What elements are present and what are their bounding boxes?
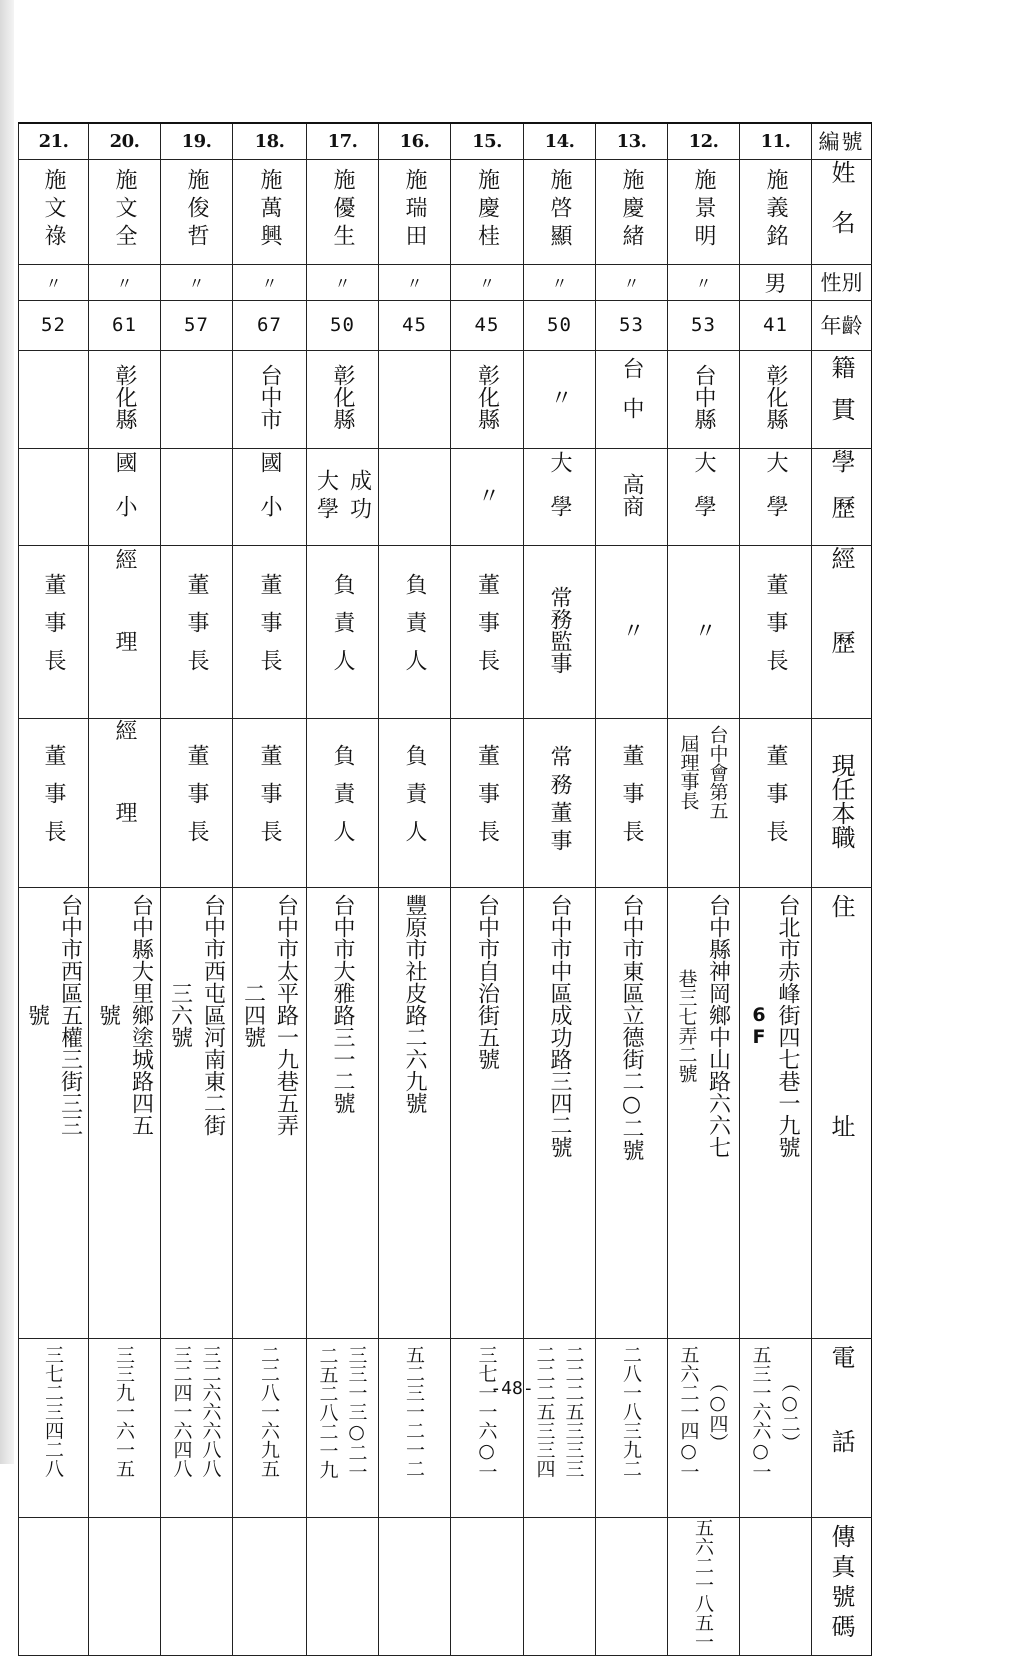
cell-current-position: 負責人 — [307, 718, 379, 887]
cell-current-position: 董事長 — [740, 718, 812, 887]
cell-current-position: 董事長 — [451, 718, 524, 887]
cell-current-position: 董事長 — [596, 718, 668, 887]
cell-current-position: 負責人 — [379, 718, 451, 887]
cell-phone: 五二三一二一二 — [379, 1338, 451, 1517]
cell-address: 台中市自治街五號 — [451, 887, 524, 1338]
cell-phone: 三七二三四二八 — [19, 1338, 89, 1517]
cell-phone: 三七一一六○一 — [451, 1338, 524, 1517]
cell-current-position: 董事長 — [233, 718, 307, 887]
cell-current-position: 董事長 — [161, 718, 233, 887]
cell-number: 17. — [307, 123, 379, 159]
cell-origin: 彰化縣 — [89, 350, 161, 448]
cell-education — [19, 448, 89, 545]
cell-name: 施景明 — [668, 159, 740, 264]
cell-number: 12. — [668, 123, 740, 159]
cell-education — [161, 448, 233, 545]
cell-number: 15. — [451, 123, 524, 159]
cell-experience: 常務監事 — [524, 545, 596, 718]
cell-fax — [233, 1517, 307, 1655]
cell-age: 67 — [233, 300, 307, 350]
header-current-position: 現任本職 — [812, 718, 872, 887]
header-name: 姓名 — [812, 159, 872, 264]
cell-gender: 〃 — [161, 264, 233, 300]
cell-phone: （○二） 五三一六六○一 — [740, 1338, 812, 1517]
row-phone — [19, 1338, 872, 1517]
cell-current-position: 董事長 — [19, 718, 89, 887]
cell-age: 52 — [19, 300, 89, 350]
cell-experience: 經理 — [89, 545, 161, 718]
cell-experience: 負責人 — [379, 545, 451, 718]
cell-fax — [379, 1517, 451, 1655]
cell-gender: 男 — [740, 264, 812, 300]
cell-name: 施慶緒 — [596, 159, 668, 264]
cell-origin: 台中市 — [233, 350, 307, 448]
cell-address: 台中市中區成功路三四二號 — [524, 887, 596, 1338]
cell-origin: 彰化縣 — [451, 350, 524, 448]
page-edge — [0, 0, 14, 1464]
cell-origin — [379, 350, 451, 448]
cell-name: 施慶桂 — [451, 159, 524, 264]
cell-address: 台中縣大里鄉塗城路四五 號 — [89, 887, 161, 1338]
row-age — [19, 300, 872, 350]
cell-experience: 董事長 — [19, 545, 89, 718]
cell-number: 18. — [233, 123, 307, 159]
cell-address: 台中市東區立德街二○二號 — [596, 887, 668, 1338]
cell-age: 53 — [596, 300, 668, 350]
row-number — [19, 123, 872, 159]
cell-gender: 〃 — [668, 264, 740, 300]
cell-gender: 〃 — [379, 264, 451, 300]
cell-gender: 〃 — [89, 264, 161, 300]
cell-age: 50 — [524, 300, 596, 350]
cell-experience: 董事長 — [451, 545, 524, 718]
header-origin: 籍貫 — [812, 350, 872, 448]
cell-education: 〃 — [451, 448, 524, 545]
cell-number: 21. — [19, 123, 89, 159]
cell-age: 53 — [668, 300, 740, 350]
cell-name: 施文全 — [89, 159, 161, 264]
cell-phone: 三三九一六一五 — [89, 1338, 161, 1517]
row-current-position — [19, 718, 872, 887]
cell-address: 台中市大雅路三一二號 — [307, 887, 379, 1338]
cell-age: 50 — [307, 300, 379, 350]
cell-name: 施瑞田 — [379, 159, 451, 264]
cell-origin — [19, 350, 89, 448]
cell-fax — [89, 1517, 161, 1655]
cell-number: 19. — [161, 123, 233, 159]
cell-age: 45 — [379, 300, 451, 350]
cell-address: 台中市太平路一九巷五弄 二四號 — [233, 887, 307, 1338]
cell-phone: 二二二五三三三 二二二五三三四 — [524, 1338, 596, 1517]
cell-origin: 彰化縣 — [307, 350, 379, 448]
cell-education: 成功 大學 — [307, 448, 379, 545]
cell-current-position: 台中會第五 屆理事長 — [668, 718, 740, 887]
cell-origin: 彰化縣 — [740, 350, 812, 448]
cell-phone: 二二八一六九五 — [233, 1338, 307, 1517]
cell-phone: 三二六六六八八 三二四一六四八 — [161, 1338, 233, 1517]
cell-experience: 〃 — [596, 545, 668, 718]
row-address — [19, 887, 872, 1338]
cell-number: 20. — [89, 123, 161, 159]
cell-name: 施優生 — [307, 159, 379, 264]
cell-experience: 〃 — [668, 545, 740, 718]
cell-name: 施俊哲 — [161, 159, 233, 264]
cell-education: 大學 — [524, 448, 596, 545]
page-number: -48- — [490, 1378, 534, 1399]
cell-education: 大學 — [740, 448, 812, 545]
cell-gender: 〃 — [233, 264, 307, 300]
cell-name: 施文祿 — [19, 159, 89, 264]
cell-current-position: 經理 — [89, 718, 161, 887]
member-directory-table — [18, 122, 872, 1656]
header-age: 年齡 — [812, 300, 872, 350]
cell-experience: 負責人 — [307, 545, 379, 718]
row-education — [19, 448, 872, 545]
cell-gender: 〃 — [19, 264, 89, 300]
cell-fax — [596, 1517, 668, 1655]
header-experience: 經歷 — [812, 545, 872, 718]
cell-fax: 五六二一八五一 — [668, 1517, 740, 1655]
cell-address: 台中市西區五權三街三三 號 — [19, 887, 89, 1338]
cell-phone: （○四） 五六二一四○一 — [668, 1338, 740, 1517]
row-fax — [19, 1517, 872, 1655]
cell-address: 台中縣神岡鄉中山路六六七 巷三七弄二號 — [668, 887, 740, 1338]
header-address: 住址 — [812, 887, 872, 1338]
cell-experience: 董事長 — [233, 545, 307, 718]
cell-number: 11. — [740, 123, 812, 159]
cell-origin: 台中 — [596, 350, 668, 448]
cell-name: 施萬興 — [233, 159, 307, 264]
cell-age: 61 — [89, 300, 161, 350]
cell-age: 41 — [740, 300, 812, 350]
cell-fax — [307, 1517, 379, 1655]
cell-fax — [524, 1517, 596, 1655]
cell-fax — [740, 1517, 812, 1655]
cell-gender: 〃 — [451, 264, 524, 300]
cell-address: 台中市西屯區河南東二街 三六號 — [161, 887, 233, 1338]
cell-age: 57 — [161, 300, 233, 350]
cell-number: 14. — [524, 123, 596, 159]
cell-education: 高商 — [596, 448, 668, 545]
cell-number: 16. — [379, 123, 451, 159]
cell-current-position: 常務董事 — [524, 718, 596, 887]
header-number: 編號 — [812, 123, 872, 159]
cell-education: 國小 — [233, 448, 307, 545]
cell-education — [379, 448, 451, 545]
cell-origin — [161, 350, 233, 448]
cell-fax — [451, 1517, 524, 1655]
header-gender: 性別 — [812, 264, 872, 300]
cell-experience: 董事長 — [740, 545, 812, 718]
cell-gender: 〃 — [596, 264, 668, 300]
row-gender — [19, 264, 872, 300]
cell-name: 施啓顯 — [524, 159, 596, 264]
cell-origin: 〃 — [524, 350, 596, 448]
header-education: 學歷 — [812, 448, 872, 545]
cell-education: 國小 — [89, 448, 161, 545]
cell-number: 13. — [596, 123, 668, 159]
cell-phone: 二八一八三九二 — [596, 1338, 668, 1517]
cell-education: 大學 — [668, 448, 740, 545]
cell-origin: 台中縣 — [668, 350, 740, 448]
cell-address: 豐原市社皮路二六九號 — [379, 887, 451, 1338]
header-fax: 傳真號碼 — [812, 1517, 872, 1655]
cell-age: 45 — [451, 300, 524, 350]
cell-address: 台北市赤峰街四七巷一九號 6F — [740, 887, 812, 1338]
cell-phone: 三三一三○二一 二五二八二一九 — [307, 1338, 379, 1517]
header-phone: 電話 — [812, 1338, 872, 1517]
row-name — [19, 159, 872, 264]
row-origin — [19, 350, 872, 448]
cell-fax — [161, 1517, 233, 1655]
row-experience — [19, 545, 872, 718]
cell-experience: 董事長 — [161, 545, 233, 718]
cell-name: 施義銘 — [740, 159, 812, 264]
cell-fax — [19, 1517, 89, 1655]
cell-gender: 〃 — [524, 264, 596, 300]
cell-gender: 〃 — [307, 264, 379, 300]
